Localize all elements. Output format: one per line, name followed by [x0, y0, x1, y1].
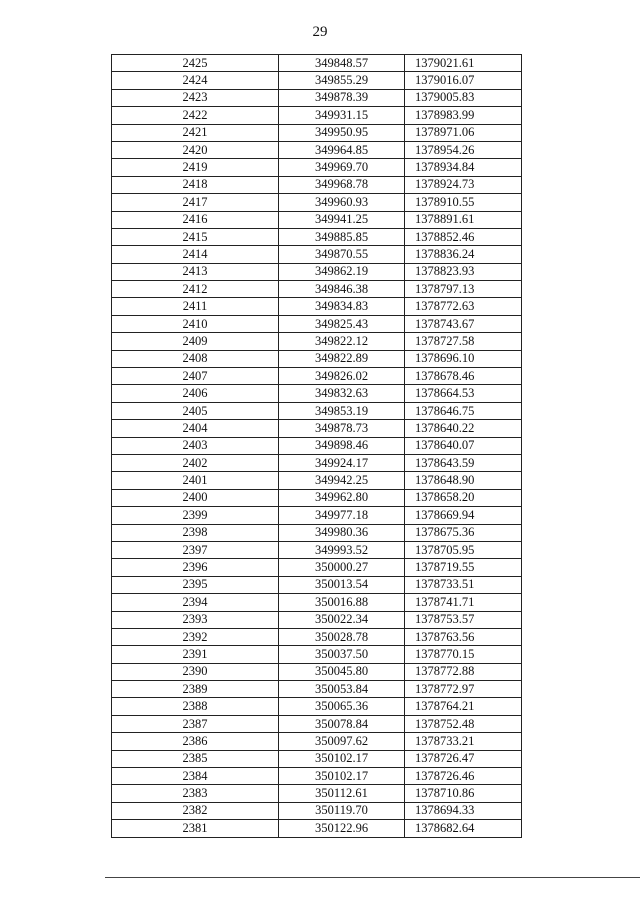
table-row	[112, 524, 522, 541]
table-row	[112, 159, 522, 176]
table-row	[112, 820, 522, 837]
table-row	[112, 698, 522, 715]
table-row	[112, 802, 522, 819]
x-coordinate-cell: 349848.57	[279, 55, 405, 72]
x-coordinate-cell: 349964.85	[279, 141, 405, 158]
table-row	[112, 472, 522, 489]
x-coordinate-cell: 349962.80	[279, 489, 405, 506]
x-coordinate-cell: 349832.63	[279, 385, 405, 402]
x-coordinate-cell: 349853.19	[279, 402, 405, 419]
table-row	[112, 72, 522, 89]
table-row	[112, 507, 522, 524]
table-row	[112, 559, 522, 576]
table-row	[112, 420, 522, 437]
y-coordinate-cell: 1378658.20	[405, 489, 522, 506]
point-number-cell: 2410	[112, 315, 279, 332]
table-row	[112, 785, 522, 802]
x-coordinate-cell: 349855.29	[279, 72, 405, 89]
y-coordinate-cell: 1378836.24	[405, 246, 522, 263]
y-coordinate-cell: 1378924.73	[405, 176, 522, 193]
point-number-cell: 2400	[112, 489, 279, 506]
y-coordinate-cell: 1378719.55	[405, 559, 522, 576]
point-number-cell: 2382	[112, 802, 279, 819]
table-row	[112, 402, 522, 419]
x-coordinate-cell: 350102.17	[279, 750, 405, 767]
y-coordinate-cell: 1378752.48	[405, 715, 522, 732]
table-row	[112, 681, 522, 698]
x-coordinate-cell: 350119.70	[279, 802, 405, 819]
y-coordinate-cell: 1378664.53	[405, 385, 522, 402]
point-number-cell: 2424	[112, 72, 279, 89]
page-bottom-rule	[105, 877, 640, 878]
x-coordinate-cell: 350000.27	[279, 559, 405, 576]
table-row	[112, 437, 522, 454]
point-number-cell: 2394	[112, 594, 279, 611]
x-coordinate-cell: 349870.55	[279, 246, 405, 263]
y-coordinate-cell: 1378733.21	[405, 733, 522, 750]
point-number-cell: 2383	[112, 785, 279, 802]
x-coordinate-cell: 349980.36	[279, 524, 405, 541]
point-number-cell: 2403	[112, 437, 279, 454]
y-coordinate-cell: 1378682.64	[405, 820, 522, 837]
y-coordinate-cell: 1378743.67	[405, 315, 522, 332]
point-number-cell: 2416	[112, 211, 279, 228]
y-coordinate-cell: 1378696.10	[405, 350, 522, 367]
x-coordinate-cell: 349941.25	[279, 211, 405, 228]
point-number-cell: 2399	[112, 507, 279, 524]
point-number-cell: 2381	[112, 820, 279, 837]
y-coordinate-cell: 1378772.97	[405, 681, 522, 698]
point-number-cell: 2404	[112, 420, 279, 437]
x-coordinate-cell: 349826.02	[279, 368, 405, 385]
table-row	[112, 107, 522, 124]
y-coordinate-cell: 1378705.95	[405, 541, 522, 558]
y-coordinate-cell: 1378733.51	[405, 576, 522, 593]
y-coordinate-cell: 1378669.94	[405, 507, 522, 524]
table-row	[112, 211, 522, 228]
table-row	[112, 750, 522, 767]
x-coordinate-cell: 349898.46	[279, 437, 405, 454]
point-number-cell: 2421	[112, 124, 279, 141]
y-coordinate-cell: 1378640.07	[405, 437, 522, 454]
table-row	[112, 594, 522, 611]
x-coordinate-cell: 350037.50	[279, 646, 405, 663]
point-number-cell: 2396	[112, 559, 279, 576]
x-coordinate-cell: 349950.95	[279, 124, 405, 141]
x-coordinate-cell: 350053.84	[279, 681, 405, 698]
x-coordinate-cell: 350013.54	[279, 576, 405, 593]
point-number-cell: 2407	[112, 368, 279, 385]
x-coordinate-cell: 350016.88	[279, 594, 405, 611]
y-coordinate-cell: 1379016.07	[405, 72, 522, 89]
table-row	[112, 576, 522, 593]
x-coordinate-cell: 350122.96	[279, 820, 405, 837]
table-row	[112, 715, 522, 732]
y-coordinate-cell: 1378726.46	[405, 768, 522, 785]
y-coordinate-cell: 1378648.90	[405, 472, 522, 489]
table-row	[112, 246, 522, 263]
x-coordinate-cell: 349885.85	[279, 228, 405, 245]
table-row	[112, 628, 522, 645]
x-coordinate-cell: 349822.89	[279, 350, 405, 367]
y-coordinate-cell: 1378640.22	[405, 420, 522, 437]
point-number-cell: 2385	[112, 750, 279, 767]
y-coordinate-cell: 1378675.36	[405, 524, 522, 541]
table-row	[112, 541, 522, 558]
table-row	[112, 124, 522, 141]
coordinates-table	[111, 54, 522, 838]
point-number-cell: 2386	[112, 733, 279, 750]
point-number-cell: 2401	[112, 472, 279, 489]
y-coordinate-cell: 1378753.57	[405, 611, 522, 628]
x-coordinate-cell: 349969.70	[279, 159, 405, 176]
y-coordinate-cell: 1378770.15	[405, 646, 522, 663]
point-number-cell: 2417	[112, 194, 279, 211]
y-coordinate-cell: 1378891.61	[405, 211, 522, 228]
y-coordinate-cell: 1378823.93	[405, 263, 522, 280]
y-coordinate-cell: 1378710.86	[405, 785, 522, 802]
y-coordinate-cell: 1378726.47	[405, 750, 522, 767]
y-coordinate-cell: 1378678.46	[405, 368, 522, 385]
table-row	[112, 611, 522, 628]
point-number-cell: 2395	[112, 576, 279, 593]
y-coordinate-cell: 1378763.56	[405, 628, 522, 645]
table-row	[112, 646, 522, 663]
point-number-cell: 2423	[112, 89, 279, 106]
point-number-cell: 2414	[112, 246, 279, 263]
table-row	[112, 89, 522, 106]
y-coordinate-cell: 1378727.58	[405, 333, 522, 350]
point-number-cell: 2411	[112, 298, 279, 315]
point-number-cell: 2392	[112, 628, 279, 645]
x-coordinate-cell: 349846.38	[279, 281, 405, 298]
y-coordinate-cell: 1379021.61	[405, 55, 522, 72]
point-number-cell: 2419	[112, 159, 279, 176]
x-coordinate-cell: 349924.17	[279, 454, 405, 471]
table-row	[112, 281, 522, 298]
y-coordinate-cell: 1378741.71	[405, 594, 522, 611]
point-number-cell: 2408	[112, 350, 279, 367]
point-number-cell: 2418	[112, 176, 279, 193]
x-coordinate-cell: 349960.93	[279, 194, 405, 211]
x-coordinate-cell: 350097.62	[279, 733, 405, 750]
table-row	[112, 385, 522, 402]
point-number-cell: 2384	[112, 768, 279, 785]
point-number-cell: 2413	[112, 263, 279, 280]
point-number-cell: 2406	[112, 385, 279, 402]
table-body	[112, 55, 522, 838]
y-coordinate-cell: 1378797.13	[405, 281, 522, 298]
table-row	[112, 55, 522, 72]
y-coordinate-cell: 1378772.88	[405, 663, 522, 680]
point-number-cell: 2387	[112, 715, 279, 732]
page-number: 29	[312, 24, 328, 40]
x-coordinate-cell: 350022.34	[279, 611, 405, 628]
x-coordinate-cell: 349931.15	[279, 107, 405, 124]
x-coordinate-cell: 349862.19	[279, 263, 405, 280]
x-coordinate-cell: 350102.17	[279, 768, 405, 785]
y-coordinate-cell: 1378646.75	[405, 402, 522, 419]
y-coordinate-cell: 1378983.99	[405, 107, 522, 124]
y-coordinate-cell: 1378934.84	[405, 159, 522, 176]
x-coordinate-cell: 349993.52	[279, 541, 405, 558]
table-row	[112, 315, 522, 332]
x-coordinate-cell: 349822.12	[279, 333, 405, 350]
point-number-cell: 2389	[112, 681, 279, 698]
point-number-cell: 2388	[112, 698, 279, 715]
point-number-cell: 2425	[112, 55, 279, 72]
x-coordinate-cell: 350078.84	[279, 715, 405, 732]
x-coordinate-cell: 349878.73	[279, 420, 405, 437]
x-coordinate-cell: 349977.18	[279, 507, 405, 524]
point-number-cell: 2393	[112, 611, 279, 628]
x-coordinate-cell: 350065.36	[279, 698, 405, 715]
table-row	[112, 263, 522, 280]
table-row	[112, 768, 522, 785]
y-coordinate-cell: 1379005.83	[405, 89, 522, 106]
table-row	[112, 176, 522, 193]
table-row	[112, 733, 522, 750]
x-coordinate-cell: 349878.39	[279, 89, 405, 106]
point-number-cell: 2402	[112, 454, 279, 471]
point-number-cell: 2405	[112, 402, 279, 419]
table-row	[112, 350, 522, 367]
point-number-cell: 2420	[112, 141, 279, 158]
point-number-cell: 2391	[112, 646, 279, 663]
table-row	[112, 228, 522, 245]
x-coordinate-cell: 349834.83	[279, 298, 405, 315]
y-coordinate-cell: 1378694.33	[405, 802, 522, 819]
table-row	[112, 663, 522, 680]
point-number-cell: 2412	[112, 281, 279, 298]
x-coordinate-cell: 350028.78	[279, 628, 405, 645]
table-row	[112, 298, 522, 315]
x-coordinate-cell: 350112.61	[279, 785, 405, 802]
point-number-cell: 2390	[112, 663, 279, 680]
table-row	[112, 454, 522, 471]
x-coordinate-cell: 349968.78	[279, 176, 405, 193]
point-number-cell: 2397	[112, 541, 279, 558]
table-row	[112, 141, 522, 158]
table-row	[112, 368, 522, 385]
point-number-cell: 2409	[112, 333, 279, 350]
y-coordinate-cell: 1378643.59	[405, 454, 522, 471]
y-coordinate-cell: 1378764.21	[405, 698, 522, 715]
point-number-cell: 2398	[112, 524, 279, 541]
y-coordinate-cell: 1378910.55	[405, 194, 522, 211]
y-coordinate-cell: 1378852.46	[405, 228, 522, 245]
y-coordinate-cell: 1378971.06	[405, 124, 522, 141]
table-row	[112, 333, 522, 350]
x-coordinate-cell: 349825.43	[279, 315, 405, 332]
y-coordinate-cell: 1378954.26	[405, 141, 522, 158]
point-number-cell: 2415	[112, 228, 279, 245]
x-coordinate-cell: 349942.25	[279, 472, 405, 489]
point-number-cell: 2422	[112, 107, 279, 124]
y-coordinate-cell: 1378772.63	[405, 298, 522, 315]
x-coordinate-cell: 350045.80	[279, 663, 405, 680]
table-row	[112, 194, 522, 211]
table-row	[112, 489, 522, 506]
